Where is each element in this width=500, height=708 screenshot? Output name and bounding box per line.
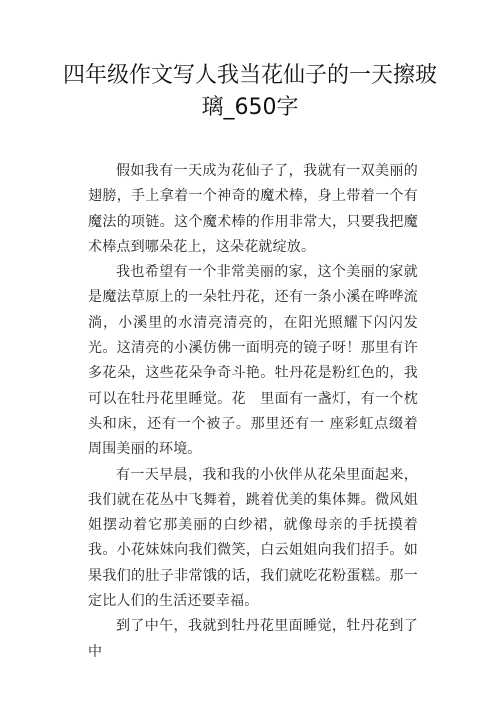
document-body [88,159,418,665]
paragraph-1: 假如我有一天成为花仙子了，我就有一双美丽的翅膀，手上拿着一个神奇的魔术棒，身上带着一个有魔法的项链。这个魔术棒的作用非常大，只要我把魔术棒点到哪朵花上，这朵花就绽放。 [88,163,418,255]
paragraph-2: 我也希望有一个非常美丽的家，这个美丽的家就是魔法草原上的一朵牡丹花，还有一条小溪在哗哗流淌，小溪里的水清亮清亮的，在阳光照耀下闪闪发光。这清亮的小溪仿佛一面明亮的镜子呀！那里有许多花朵，这些花朵争奇斗艳。牡丹花是粉红色的，我可以在牡丹花里睡觉。花 里面有一盏灯，有一个枕头和床，还有一个被子。那里还有一 座彩虹点缀着周围美丽的环境。 [88,264,418,458]
paragraph-4: 到了中午，我就到牡丹花里面睡觉，牡丹花到了中 [88,618,418,660]
paragraph-3: 有一天早晨，我和我的小伙伴从花朵里面起来，我们就在花丛中飞舞着，跳着优美的集体舞。微风姐姐摆动着它那美丽的白纱裙，就像母亲的手抚摸着我。小花妹妹向我们微笑，白云姐姐向我们招手。如果我们的肚子非常饿的话，我们就吃花粉蛋糕。那一定比人们的生活还要幸福。 [88,466,418,610]
document-title: 四年级作文写人我当花仙子的一天擦玻璃_650字 [62,63,437,120]
